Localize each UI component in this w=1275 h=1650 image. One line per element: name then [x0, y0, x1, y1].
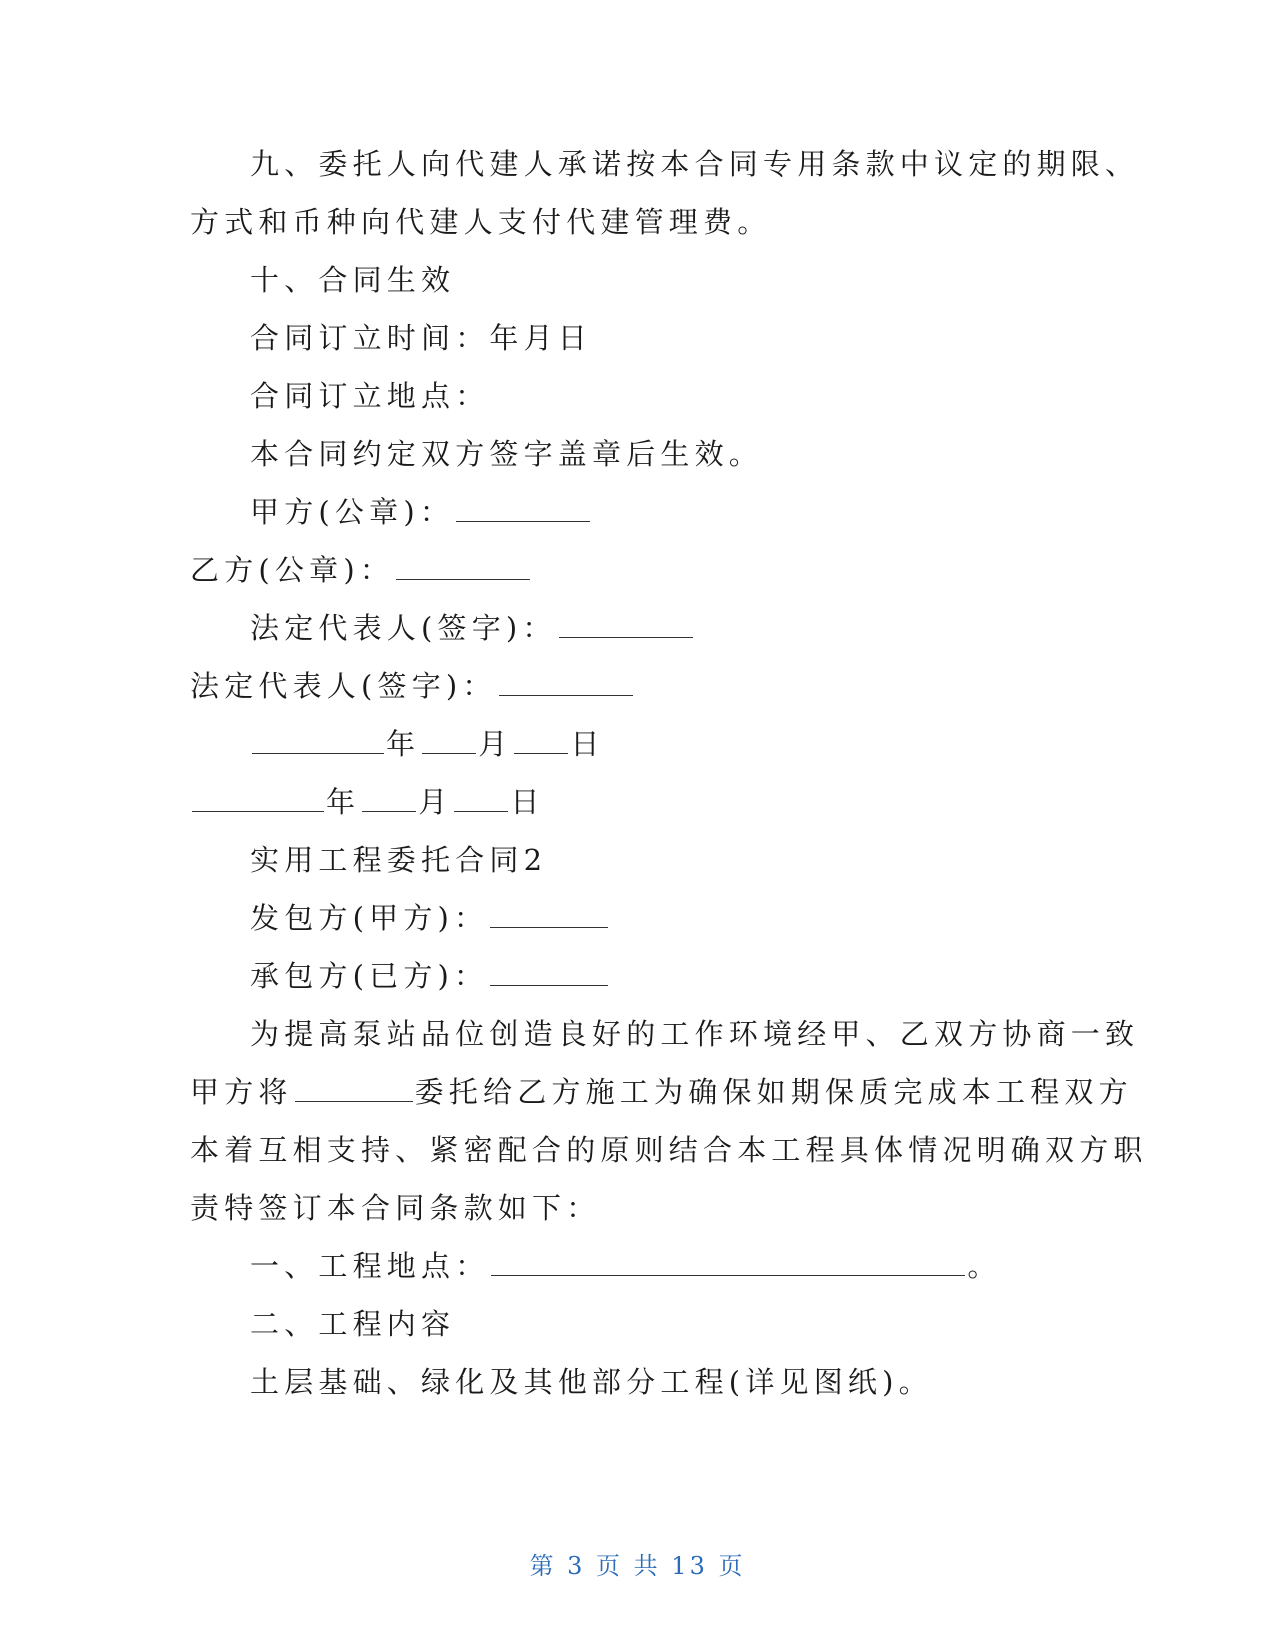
month-label: 月: [478, 727, 513, 761]
effect-clause: 本合同约定双方签字盖章后生效。: [250, 437, 764, 471]
year-label: 年: [326, 785, 361, 819]
section-2-heading: 二、工程内容: [250, 1307, 456, 1341]
employer-line: [250, 898, 610, 938]
clause-9-line-2: 方式和币种向代建人支付代建管理费。: [190, 205, 772, 239]
month-blank: [362, 789, 416, 812]
day-label: 日: [570, 727, 605, 761]
commission-prefix: 甲方将: [190, 1075, 293, 1109]
site-line: [250, 1246, 1002, 1286]
party-b-date-line: [190, 782, 545, 822]
year-label: 年: [386, 727, 421, 761]
party-a-seal-blank: [456, 499, 590, 522]
party-a-rep-line: [250, 608, 695, 648]
project-name-blank: [295, 1079, 413, 1102]
clause-10-heading: 十、合同生效: [250, 263, 456, 297]
preamble-line-1: 为提高泵站品位创造良好的工作环境经甲、乙双方协商一致: [250, 1017, 1140, 1051]
party-b-seal-blank: [396, 557, 530, 580]
signing-place: 合同订立地点：: [250, 379, 490, 413]
party-a-seal-line: [250, 492, 592, 532]
party-b-seal-label: 乙方(公章)：: [190, 553, 395, 587]
party-b-rep-blank: [499, 673, 633, 696]
employer-blank: [490, 905, 608, 928]
month-label: 月: [418, 785, 453, 819]
clause-9-line-1: 九、委托人向代建人承诺按本合同专用条款中议定的期限、: [250, 147, 1140, 181]
day-label: 日: [510, 785, 545, 819]
preamble-line-2: [190, 1072, 1133, 1112]
site-blank: [491, 1253, 965, 1276]
party-a-date-line: [250, 724, 605, 764]
employer-label: 发包方(甲方)：: [250, 901, 489, 935]
preamble-line-4: 责特签订本合同条款如下：: [190, 1191, 601, 1225]
party-b-rep-line: [190, 666, 635, 706]
year-blank: [252, 731, 384, 754]
party-a-seal-label: 甲方(公章)：: [250, 495, 455, 529]
month-blank: [422, 731, 476, 754]
signing-time: 合同订立时间：年月日: [250, 321, 593, 355]
day-blank: [514, 731, 568, 754]
site-label: 一、工程地点：: [250, 1249, 490, 1283]
party-b-seal-line: [190, 550, 532, 590]
contractor-label: 承包方(已方)：: [250, 959, 489, 993]
page-number: 第 3 页 共 13 页: [529, 1552, 746, 1580]
party-a-rep-label: 法定代表人(签字)：: [250, 611, 557, 645]
work-content: 土层基础、绿化及其他部分工程(详见图纸)。: [250, 1365, 933, 1399]
contractor-line: [250, 956, 610, 996]
commission-suffix: 委托给乙方施工为确保如期保质完成本工程双方: [414, 1075, 1133, 1109]
contract-2-title: 实用工程委托合同2: [250, 843, 548, 877]
contractor-blank: [490, 963, 608, 986]
party-b-rep-label: 法定代表人(签字)：: [190, 669, 497, 703]
year-blank: [192, 789, 324, 812]
party-a-rep-blank: [559, 615, 693, 638]
day-blank: [454, 789, 508, 812]
site-end: 。: [967, 1249, 1002, 1283]
preamble-line-3: 本着互相支持、紧密配合的原则结合本工程具体情况明确双方职: [190, 1133, 1148, 1167]
